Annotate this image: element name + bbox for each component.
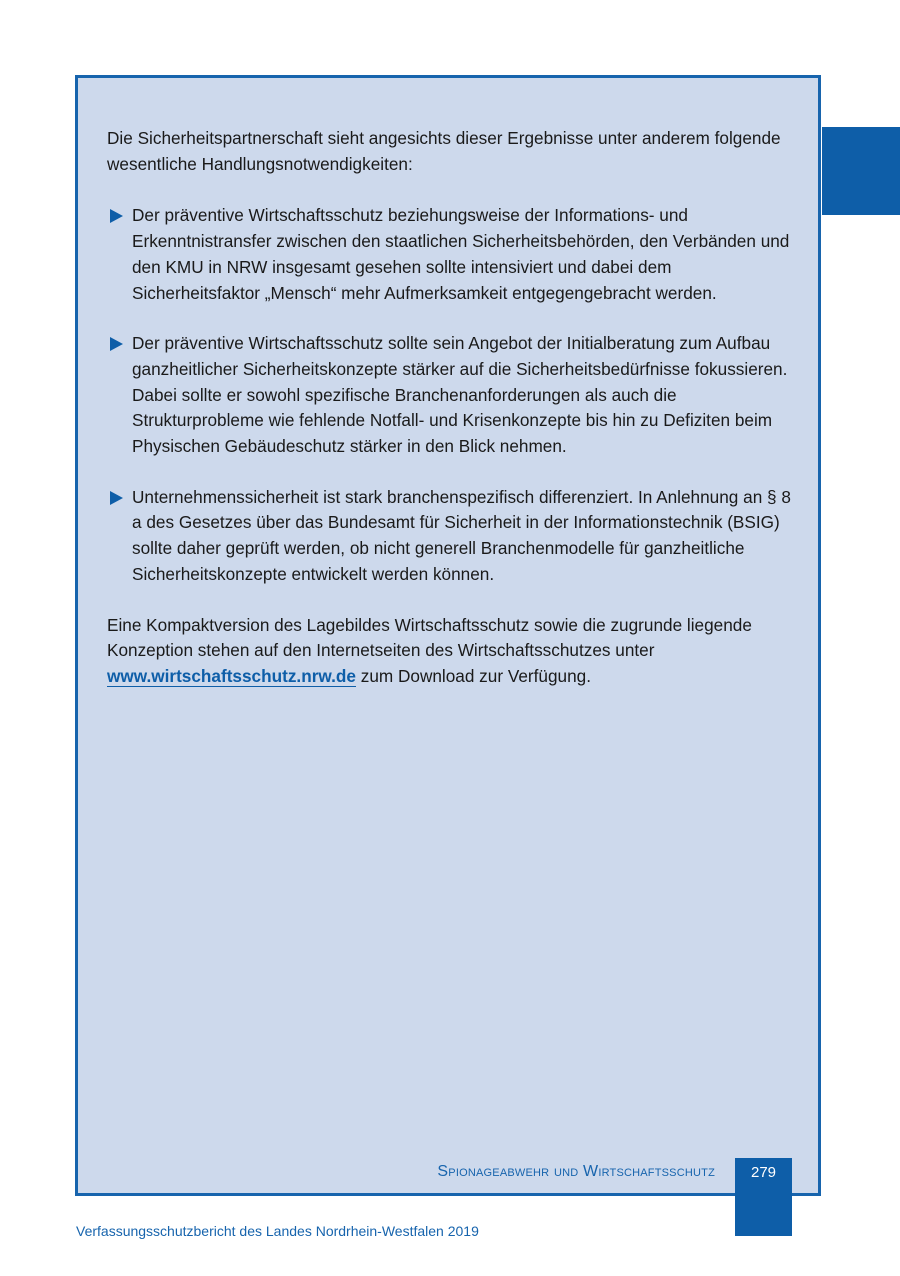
list-item — [107, 485, 797, 588]
closing-text-after: zum Download zur Verfügung. — [355, 665, 591, 686]
triangle-right-icon — [110, 337, 123, 351]
closing-text-before: Eine Kompaktversion des Lagebildes Wirtschaftsschutz sowie die zugrunde liegende Konzeption stehen auf den Internetseiten des Wirtschaftsschutzes unter — [107, 614, 752, 661]
closing-paragraph — [107, 613, 797, 690]
triangle-right-icon — [110, 491, 123, 505]
chapter-tab — [822, 127, 900, 215]
report-title: Verfassungsschutzbericht des Landes Nordrhein-Westfalen 2019 — [76, 1223, 479, 1239]
list-item-text: Unternehmenssicherheit ist stark branchenspezifisch differenziert. In Anlehnung an § 8 a des Gesetzes über das Bundesamt für Sicherheit in der Informationstechnik (BSIG) sollte daher geprüft werden, ob nicht generell Branchenmodelle für ganzheitliche Sicherheitskonzepte entwickelt werden können. — [132, 486, 791, 584]
triangle-right-icon — [110, 209, 123, 223]
page-number: 279 — [750, 1164, 777, 1181]
intro-paragraph: Die Sicherheitspartnerschaft sieht angesichts dieser Ergebnisse unter anderem folgende wesentliche Handlungsnotwendigkeiten: — [107, 128, 781, 174]
list-item — [107, 331, 797, 460]
list-item — [107, 203, 797, 306]
list-item-text: Der präventive Wirtschaftsschutz beziehungsweise der Informations- und Erkenntnistransfer zwischen den staatlichen Sicherheitsbehörden, den Verbänden und den KMU in NRW insgesamt gesehen sollte intensiviert und dabei dem Sicherheitsfaktor „Mensch“ mehr Aufmerksamkeit entgegengebracht werden. — [132, 205, 790, 303]
page-content — [107, 126, 797, 690]
website-link[interactable]: www.wirtschaftsschutz.nrw.de — [107, 665, 356, 686]
section-title: Spionageabwehr und Wirtschaftsschutz — [437, 1163, 715, 1180]
list-item-text: Der präventive Wirtschaftsschutz sollte sein Angebot der Initialberatung zum Aufbau ganzheitlicher Sicherheitskonzepte stärker auf die Sicherheitsbedürfnisse fokussieren. Dabei sollte er sowohl spezifische Branchenanforderungen als auch die Strukturprobleme wie fehlende Notfall- und Krisenkonzepte bis hin zu Defiziten beim Physischen Gebäudeschutz stärker in den Blick nehmen. — [132, 333, 788, 457]
